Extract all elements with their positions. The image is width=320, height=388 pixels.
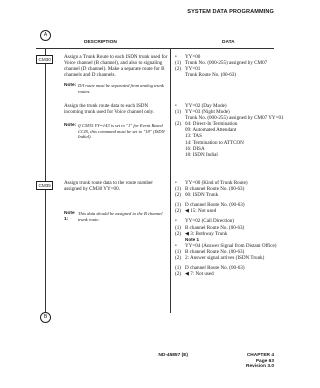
footer-page: Page 63 bbox=[255, 358, 274, 364]
header-rule bbox=[36, 48, 274, 49]
block2-note: Note: If CM35 YY=143 is set to "1" for Event Based CCIS, this command must be set to "18" (ISDN Indial). bbox=[64, 123, 165, 140]
footer-doc-number: ND-45857 (E) bbox=[158, 353, 188, 358]
footer-revision: Revision 3.0 bbox=[246, 364, 274, 370]
command-tag-cm30: CM30 bbox=[36, 55, 53, 64]
block2-data: • YY=02 (Day Mode) (1) YY=03 (Night Mode) Trunk No. (000-255) assigned by CM07 YY=01 (2) 04: Direct-In Termination 09: Automated Attendant 13: TAS 14: Termination to ATTCON 16: DISA 18: ISDN Indial bbox=[175, 103, 284, 158]
arrow-icon: ◀ bbox=[185, 230, 189, 237]
block3-description: Assign trunk route data to the route number assigned by CM30 YY=00. bbox=[64, 180, 153, 193]
footer-chapter: CHAPTER 4 bbox=[246, 353, 274, 358]
column-header-description: DESCRIPTION bbox=[84, 40, 117, 45]
flow-connector-start: A bbox=[40, 30, 51, 41]
arrow-icon: ◀ bbox=[185, 271, 189, 278]
block1-note: Note: D/I route must be separated from analog trunk routes. bbox=[64, 83, 164, 94]
block3-note: Note 1:This data should be assigned to the B channel trunk route. bbox=[64, 211, 163, 222]
block3-data: • YY=00 (Kind of Trunk Route) (1) B channel Route No. (00-63) (2) 00: ISDN Trunk (1) D channel Route No. (00-63) (2) ◀ 15: Not used • YY=02 (Call Direction) (1) B channel Route No. (00-63) (2) ◀ 3: Bothway Trunk Note 1 • YY=04 (Answer Signal from Distant Office) (1) B channel Route No. (00-63) (2) 2: Answer signal arrives (ISDN Trunk) (1) D channel Route No. (00-63) (2) ◀ 7: Not used bbox=[175, 180, 277, 278]
block1-data: • YY=00 (1) Trunk No. (000-255) assigned by CM07 (2) YY=01 Trunk Route No. (00-63) bbox=[175, 54, 268, 79]
block1-description: Assign a Trunk Route to each ISDN trunk used for Voice channel (B channel), and also to signaling channel (D channel). Make a separate route for B channels and D channels. bbox=[64, 54, 168, 79]
flow-connector-end: B bbox=[40, 312, 51, 323]
page-header-title: SYSTEM DATA PROGRAMMING bbox=[187, 9, 274, 15]
arrow-icon: ◀ bbox=[185, 208, 189, 215]
block2-description: Assign the trunk route data to each ISDN incoming trunk used for Voice channel only. bbox=[64, 103, 155, 116]
page-footer bbox=[158, 353, 274, 370]
command-tag-cm35: CM35 bbox=[36, 181, 53, 190]
column-header-data: DATA bbox=[222, 40, 235, 45]
